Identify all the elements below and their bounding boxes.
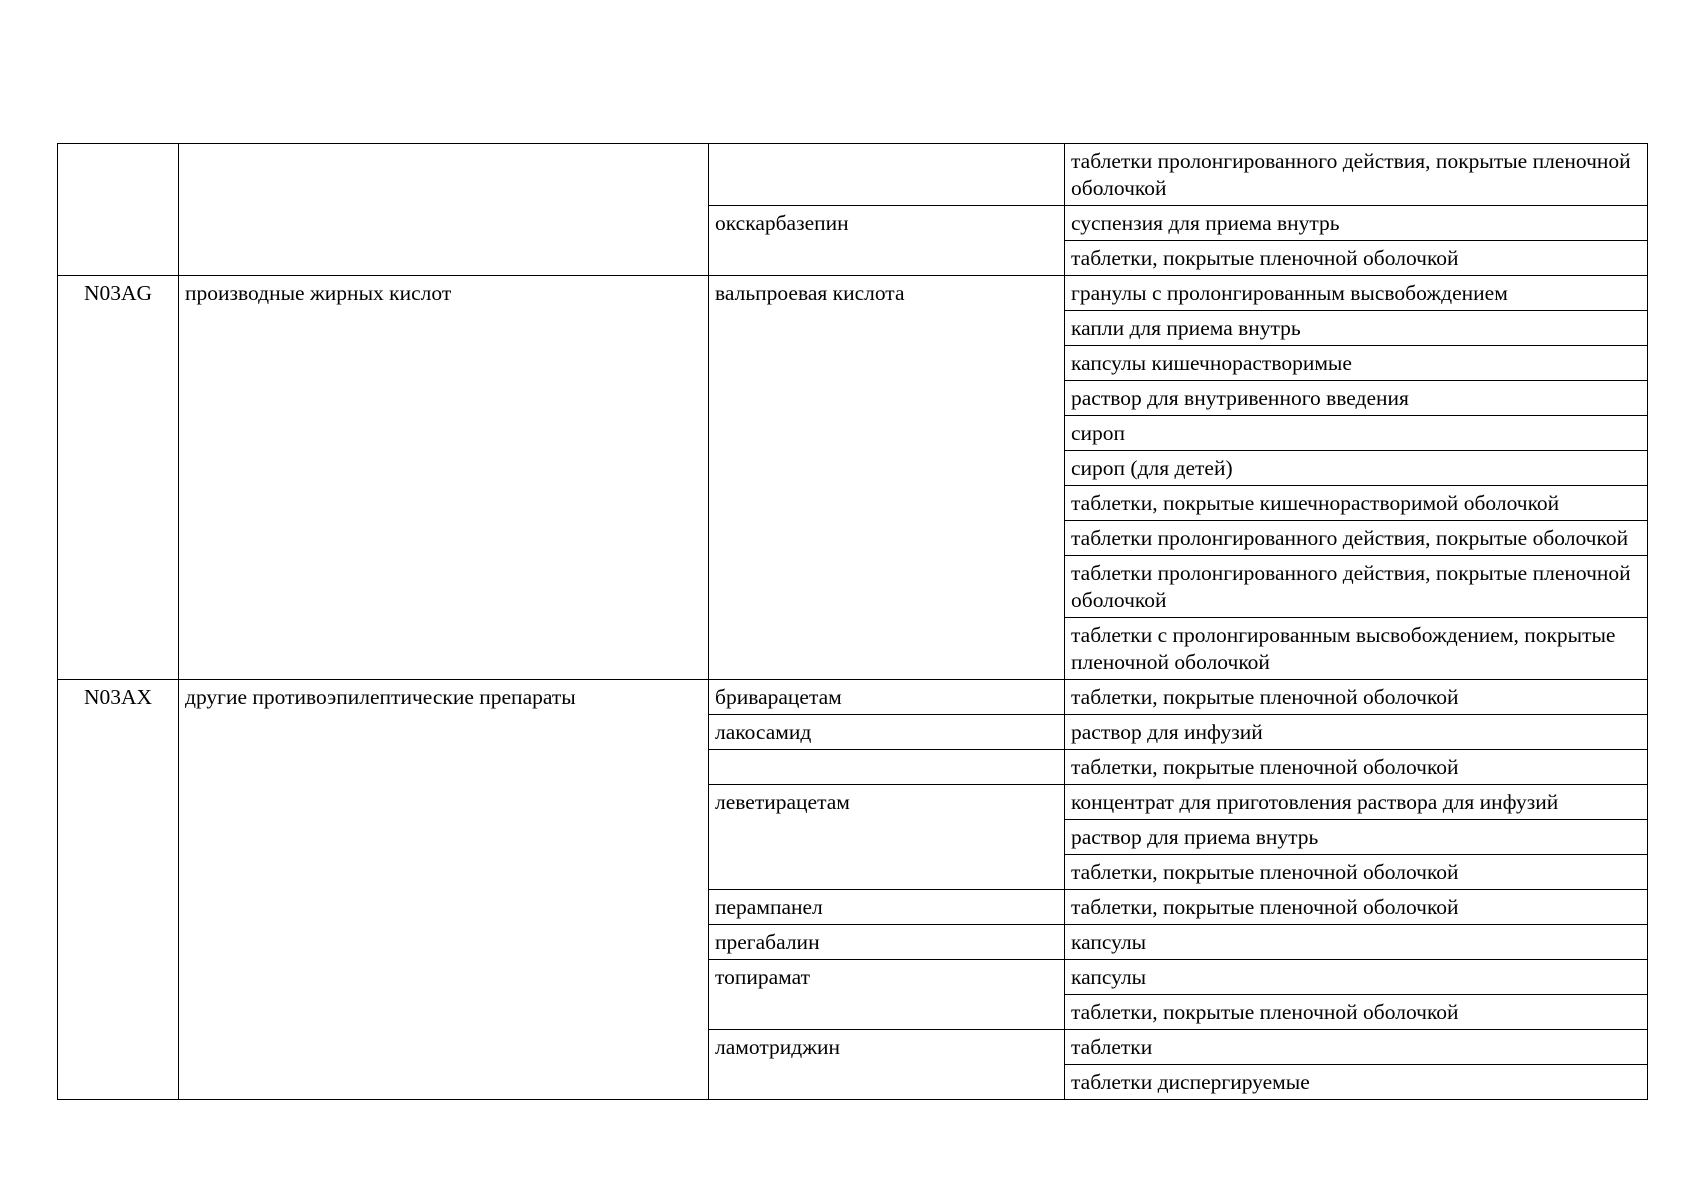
dosage-form-cell: таблетки пролонгированного действия, покрытые пленочной оболочкой: [1065, 556, 1648, 618]
drug-classification-table: [57, 143, 1648, 1100]
dosage-form-cell: сироп (для детей): [1065, 451, 1648, 486]
dosage-form-cell: таблетки пролонгированного действия, покрытые оболочкой: [1065, 521, 1648, 556]
drug-name-cell: топирамат: [709, 960, 1065, 1030]
atc-code-cell: [58, 144, 179, 276]
table-row: [58, 276, 1648, 311]
dosage-form-cell: раствор для внутривенного введения: [1065, 381, 1648, 416]
atc-code-cell: N03AG: [58, 276, 179, 680]
dosage-form-cell: таблетки, покрытые пленочной оболочкой: [1065, 750, 1648, 785]
drug-name-cell: леветирацетам: [709, 785, 1065, 890]
drug-name-cell: [709, 144, 1065, 206]
drug-name-cell: лакосамид: [709, 715, 1065, 750]
drug-name-cell: бриварацетам: [709, 680, 1065, 715]
drug-name-cell: перампанел: [709, 890, 1065, 925]
drug-name-cell: ламотриджин: [709, 1030, 1065, 1100]
dosage-form-cell: таблетки, покрытые пленочной оболочкой: [1065, 995, 1648, 1030]
dosage-form-cell: раствор для приема внутрь: [1065, 820, 1648, 855]
dosage-form-cell: гранулы с пролонгированным высвобождением: [1065, 276, 1648, 311]
drug-name-cell: прегабалин: [709, 925, 1065, 960]
drug-name-cell: [709, 750, 1065, 785]
dosage-form-cell: капсулы: [1065, 925, 1648, 960]
group-name-cell: [179, 144, 709, 276]
group-name-cell: производные жирных кислот: [179, 276, 709, 680]
dosage-form-cell: капсулы кишечнорастворимые: [1065, 346, 1648, 381]
dosage-form-cell: концентрат для приготовления раствора для инфузий: [1065, 785, 1648, 820]
dosage-form-cell: таблетки пролонгированного действия, покрытые пленочной оболочкой: [1065, 144, 1648, 206]
dosage-form-cell: таблетки, покрытые пленочной оболочкой: [1065, 855, 1648, 890]
dosage-form-cell: таблетки, покрытые пленочной оболочкой: [1065, 680, 1648, 715]
table-row: [58, 680, 1648, 715]
drug-name-cell: окскарбазепин: [709, 206, 1065, 276]
dosage-form-cell: таблетки: [1065, 1030, 1648, 1065]
dosage-form-cell: таблетки, покрытые кишечнорастворимой оболочкой: [1065, 486, 1648, 521]
dosage-form-cell: таблетки, покрытые пленочной оболочкой: [1065, 890, 1648, 925]
dosage-form-cell: таблетки с пролонгированным высвобождением, покрытые пленочной оболочкой: [1065, 618, 1648, 680]
table-body: [58, 144, 1648, 1100]
group-name-cell: другие противоэпилептические препараты: [179, 680, 709, 1100]
dosage-form-cell: суспензия для приема внутрь: [1065, 206, 1648, 241]
drug-name-cell: вальпроевая кислота: [709, 276, 1065, 680]
dosage-form-cell: таблетки, покрытые пленочной оболочкой: [1065, 241, 1648, 276]
dosage-form-cell: капли для приема внутрь: [1065, 311, 1648, 346]
dosage-form-cell: таблетки диспергируемые: [1065, 1065, 1648, 1100]
dosage-form-cell: раствор для инфузий: [1065, 715, 1648, 750]
atc-code-cell: N03AX: [58, 680, 179, 1100]
table-row: [58, 144, 1648, 206]
dosage-form-cell: сироп: [1065, 416, 1648, 451]
dosage-form-cell: капсулы: [1065, 960, 1648, 995]
